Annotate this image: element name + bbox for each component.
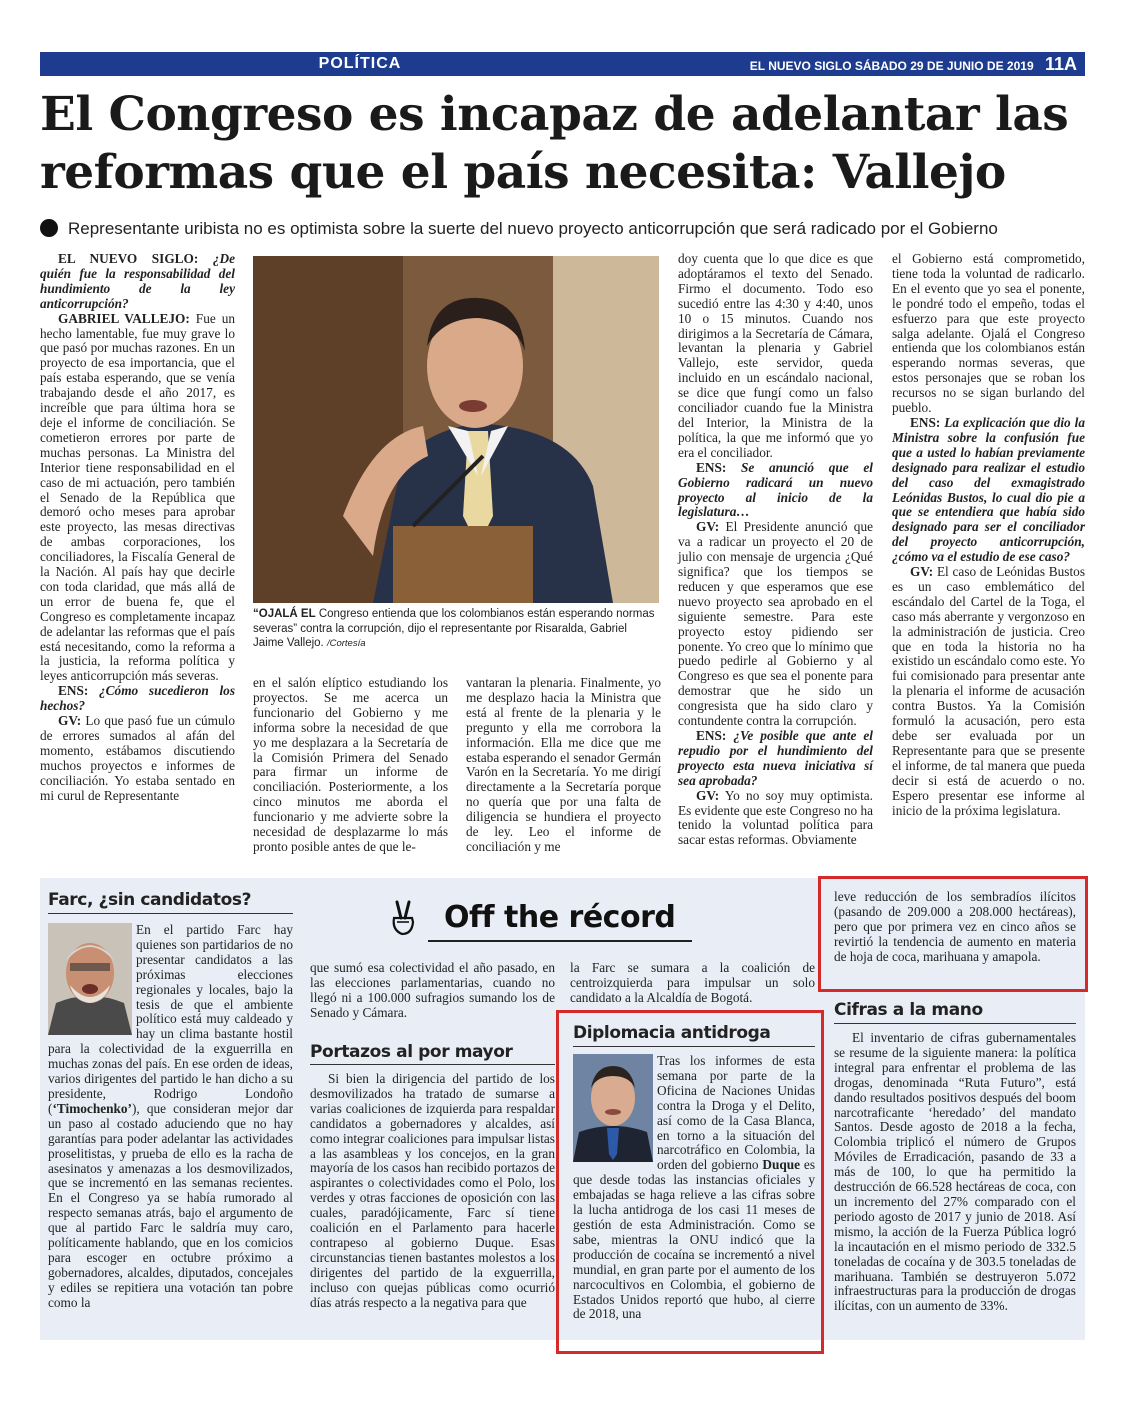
bullet-icon (40, 219, 58, 237)
body-text: en el salón elíptico estudiando los proyectos. Se me acerca un funcionario del Gobierno y me informa sobre la necesidad de que yo me desplazara a la Secretaría de la Comisión Primera del Senado para firmar un informe de conciliación. Posteriormente, a los cinco minutos me aborda el funcionario y me advierte sobre la necesidad de desplazarme lo más pronto posible antes de que le- (253, 675, 448, 854)
answer-text: Yo no soy muy optimista. Es evidente que este Congreso no ha tenido la voluntad política para sacar estas reformas. Obviamente (678, 787, 873, 848)
answer-text: El Presidente anunció que va a radicar un proyecto el 20 de julio con mensaje de urgencia ¿Qué significa? que los tiempos se reducen y que esperamos que ese nuevo proyecto sea aprobado en el siguiente semestre. Para este proyecto estoy pidiendo ser ponente. Yo creo que lo mínimo que puedo pedirle al Gobierno y al Congreso es que sea el ponente para demostrar que he sido un congresista que ha sido claro y contundente contra la corrupción. (678, 519, 874, 729)
newspaper-name: EL NUEVO SIGLO (749, 59, 852, 73)
photo-wrap-spacer (48, 923, 136, 1039)
heading-rule (834, 1023, 1076, 1024)
portazos-heading: Portazos al por mayor (310, 1042, 513, 1062)
answer-text: Lo que pasó fue un cúmulo de errores sumados al afán del momento, estábamos discutiendo muchos proyectos e informes de conciliación. Yo estaba sentado en mi curul de Representante (40, 713, 236, 803)
body-text: vantaran la plenaria. Finalmente, yo me desplazo hacia la Ministra que está al frente de la plenaria y le pregunto y ella me corrobora la información. Ella me dice que me estaba esperando el senador Germán Varón en la Secretaría. Yo me dirigí directamente a la Secretaría porque no quería que por una falta de diligencia se hundiera el proyecto de ley. Leo el informe de conciliación y me (466, 675, 661, 854)
photo-wrap-spacer (573, 1054, 657, 1166)
farc-text-bold: ‘Timochenko’ (52, 1100, 132, 1116)
article-column-1 (40, 252, 235, 804)
body-text: el Gobierno está comprometido, tiene toda la voluntad de radicarlo. En el evento que yo sea el ponente, le pondré todo el empeño, todas el esfuerzo para que este proyecto salga adelante. Ojalá el Congreso entienda que los colombianos están esperando normas severas, que estos personajes que se roban los recursos no se sigan burlando del pueblo. (892, 251, 1085, 416)
speaker-label: GV: (696, 519, 720, 535)
speaker-label: GV: (696, 787, 720, 803)
article-dek (40, 218, 1085, 240)
speaker-photo-illustration (253, 256, 659, 603)
issue-date: SÁBADO 29 DE JUNIO DE 2019 (854, 59, 1034, 73)
photo-caption (253, 607, 659, 652)
speaker-label: ENS: (910, 414, 941, 430)
diplomacia-heading: Diplomacia antidroga (573, 1023, 771, 1043)
farc-text-part: ), que consideran mejor dar un paso al costado aduciendo que no hay garantías para poder adelantar las actividades proselitistas, y prueba de ello es la racha de asesinatos y amenazas a los desmovilizados, que se incrementó en las semanas recientes. En el Congreso ya se había rumorado al respecto semanas atrás, bajo el argumento de que al partido Farc le saldría muy caro, políticamente hablando, que en los comicios para escoger en octubre próximo a gobernadores, alcaldes, diputados, concejales y ediles se repitiera una votación tan pobre como la (48, 1100, 293, 1310)
question-text: ¿Ve posible que ante el repudio por el hundimiento del proyecto esta nueva iniciativa sí sea aprobada? (678, 728, 873, 788)
heading-rule (573, 1046, 815, 1047)
farc-text-part: En el partido Farc hay quienes son partidarios de no presentar candidatos a las próximas elecciones regionales y locales, bajo la tesis de que el ambiente político está muy caldeado y hay un clima bastante hostil para la colectividad de la exguerrilla en muchas zonas del país. En ese orden de ideas, varios dirigentes del partido le han dicho a su presidente, Rodrigo Londoño ( (48, 922, 293, 1116)
off-the-record-label: Off the récord (444, 900, 676, 935)
off-the-record-title (388, 898, 692, 942)
article-column-2 (253, 676, 448, 855)
speaker-label: GV: (58, 713, 82, 729)
farc-text (48, 923, 293, 1311)
portazos-continuation-text: la Farc se sumara a la coalición de centroizquierda para impulsar un solo candidato a la Alcaldía de Bogotá. (570, 960, 815, 1005)
answer-text: El caso de Leónidas Bustos es un caso emblemático del escándalo del Cartel de la Toga, el caso más aberrante y vergonzoso en la administración de justicia. Creo que en toda la historia no ha existido un escándalo como este. Yo fui comisionado para presentar ante la plenaria el informe de acusación contra Bustos. Ya la Comisión formuló la acusación, pero esta debe ser evaluada por un Representante para que se presente el informe, de tal manera que pueda decir si está de acuerdo o no. Espero presentar ese informe al inicio de la próxima legislatura. (892, 564, 1085, 818)
question-text: ¿Cómo sucedieron los hechos? (40, 683, 235, 714)
title-rule (428, 940, 692, 942)
section-header-band (40, 52, 1085, 76)
article-column-4 (678, 252, 873, 848)
page-number: 11A (1044, 54, 1077, 74)
diplomacia-text (573, 1054, 815, 1322)
caption-text: Congreso entienda que los colombianos están esperando normas severas” contra la corrupción, dijo el representante por Risaralda, Gabriel Jaime Vallejo. (253, 608, 655, 649)
speaker-label: GABRIEL VALLEJO: (58, 310, 190, 326)
speaker-label: ENS: (696, 728, 727, 743)
portazos-text: Si bien la dirigencia del partido de los desmovilizados ha tratado de sumarse a varias coaliciones de izquierda para respaldar candidatos a gobernadores y alcaldes, así como integrar coaliciones para impulsar listas a las asambleas y los concejos, en la gran mayoría de los casos han recibido portazos de aspirantes o colectividades como el Polo, los verdes y otras facciones de oposición con las cuales, paradójicamente, Farc sí tiene coalición en el Parlamento para hacerle contrapeso al gobierno Duque. Esas circunstancias tienen bastantes molestos a los dirigentes del partido de la exguerrilla, incluso con quejas públicas como ocurrió días atrás respecto a la negativa para que (310, 1071, 555, 1310)
heading-rule (48, 913, 293, 914)
article-photo (253, 256, 659, 603)
diplo-text-part: Tras los informes de esta semana por parte de la Oficina de Naciones Unidas contra la Droga y el Delito, así como de la Casa Blanca, en torno a la situación del narcotráfico en Colombia, la orden del gobierno (657, 1053, 815, 1173)
diplo-text-part: es que desde todas las instancias oficiales y embajadas se haga relieve a las cifras sobre la lucha antidroga de los casi 11 meses de gestión de esta Administración. Como se sabe, mientras la ONU indicó que la producción de cocaína se incrementó a nivel mundial, en gran parte por el aumento de los narcocultivos en Colombia, el gobierno de Estados Unidos reportó que hubo, al cierre de 2018, una (573, 1157, 815, 1322)
answer-text: Fue un hecho lamentable, fue muy grave lo que pasó por muchas razones. En un proyecto de esa importancia, que el país estaba esperando, que se venía trabajando desde el año 2017, es increíble que para última hora se deje el informe de conciliación. Se cometieron errores por parte de muchas personas. La Ministra del Interior tiene responsabilidad en el caso de mi actuación, pero también el Senado de la República que demoró ocho meses para aprobar este proyecto, las mesas directivas de ambas corporaciones, los conciliadores, la Fiscalía General de la Nación. Al país hay que decirle con toda claridad, que más allá de un error de buena fe, que el Congreso es completamente incapaz de adelantar las reformas que el país está necesitando, como la reforma a la justicia, la reforma política y leyes anticorrupción más severas. (40, 310, 235, 684)
article-column-5 (892, 252, 1085, 818)
question-text: ¿De quién fue la responsabilidad del hundimiento de la ley anticorrupción? (40, 251, 235, 311)
dek-text: Representante uribista no es optimista sobre la suerte del nuevo proyecto anticorrupción que será radicado por el Gobierno (68, 219, 998, 238)
masthead (750, 52, 1077, 78)
article-column-3 (466, 676, 661, 855)
speaker-label: ENS: (696, 459, 727, 475)
body-text: doy cuenta que lo que dice es que adoptáramos el texto del Senado. Firmo el documento. Todo eso sucedió entre las 4:30 y 4:40, unos 10 o 15 minutos. Cuando nos dirigimos a la Secretaría de Cámara, levantan la plenaria y Gabriel Vallejo, este servidor, queda incluido en un escándalo nacional, se dice que fungí como un falso conciliador cuando fue la Ministra del Interior, la Ministra de la política, la que me informó que yo era el conciliador. (678, 251, 873, 460)
article-headline: El Congreso es incapaz de adelantar las reformas que el país necesita: Vallejo (40, 87, 1069, 200)
farc-heading: Farc, ¿sin candidatos? (48, 890, 252, 910)
section-name: POLÍTICA (318, 55, 402, 72)
speaker-label: ENS: (58, 683, 89, 699)
speaker-label: GV: (910, 564, 934, 580)
farc-continuation-text: que sumó esa colectividad el año pasado, en las elecciones parlamentarias, cuando no llegó ni a 100.000 sufragios sumando los de Senado y Cámara. (310, 960, 555, 1020)
speaker-label: EL NUEVO SIGLO: (58, 251, 199, 266)
victory-hand-icon (388, 900, 418, 936)
question-text: La explicación que dio la Ministra sobre la confusión fue que a usted lo habían previamente designado para realizar el estudio del caso del exmagistrado Leónidas Bustos, lo cual dio pie a que se entendiera que había sido designado para ser el conciliador del proyecto anticorrupción, ¿cómo va el estudio de ese caso? (892, 414, 1086, 565)
question-text: Se anunció que el Gobierno radicará un nuevo proyecto al inicio de la legislatura… (678, 459, 874, 520)
diplo-text-bold: Duque (762, 1157, 801, 1173)
photo-credit: /Cortesía (326, 638, 366, 649)
cifras-text: El inventario de cifras gubernamentales se resume de la siguiente manera: la política integral para enfrentar el problema de las drogas, denominada “Ruta Futuro”, está dando resultados positivos después del boom narcotraficante ‘heredado’ del mandato Santos. Desde agosto de 2018 a la fecha, Colombia triplicó el número de Grupos Móviles de Erradicación, pasando de 33 a más de 100, lo que ha permitido la destrucción de 66.528 hectáreas de coca, con un incremento del 27% comparado con el periodo agosto de 2017 y junio de 2018. Así mismo, la acción de la Fuerza Pública logró la incautación en el mismo periodo de 332.5 toneladas de cocaína y de 303.5 toneladas de marihuana. También se destruyeron 5.072 infraestructuras para la producción de drogas ilícitas, con un aumento de 33%. (834, 1030, 1076, 1314)
heading-rule (310, 1064, 555, 1065)
cifras-heading: Cifras a la mano (834, 1000, 983, 1020)
caption-lead: “OJALÁ EL (253, 608, 316, 620)
leve-reduccion-text: leve reducción de los sembradíos ilícitos (pasando de 209.000 a 208.000 hectáreas), pero que por primera vez en cinco años se revirtió la tendencia de aumento en materia de hoja de coca, marihuana y amapola. (834, 889, 1076, 964)
